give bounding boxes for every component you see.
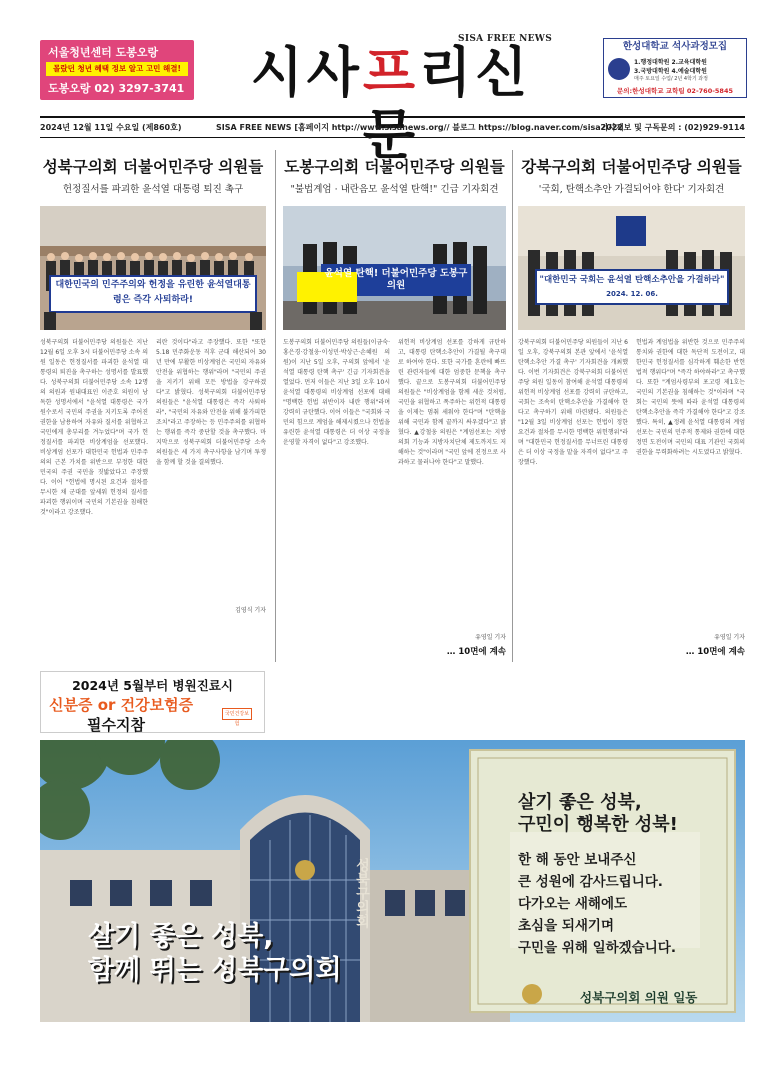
university-logo-icon	[608, 58, 630, 80]
hospital-ad-line-1: 2024년 5월부터 병원진료시	[72, 678, 233, 693]
article-2-byline: 유영일 기자	[475, 634, 506, 641]
article-3-banner-text: "대한민국 국회는 윤석열 탄핵소추안을 가결하라"	[539, 275, 725, 285]
council-signature: 성북구의회 의원 일동	[580, 990, 698, 1005]
council-chamber-photo	[40, 206, 266, 330]
hospital-id-ad[interactable]	[40, 671, 265, 733]
article-3-body-col-2: 헌법과 계엄법을 위반한 것으로 민주주의 통치와 권한에 대한 독단적 도전이고, 대한민국 헌정질서를 심각하게 훼손한 반헌법적 행위다"며 "즉각 하야하라"고 촉구했다. 또한 "계엄사령부의 포고령 제1호는 국민의 기본권을 침해하는 것"이라며 "국회는 국민의 뜻에 따라 윤석열 대통령의 탄핵소추안을 즉각 가결해야 한다"고 강조했다. 특히, ▲정례 윤석열 대통령의 계엄선포는 국민의 민주적 통제와 권한에 대한 정면 도전이며 국민의 대표 기관인 국회의 권한을 무력화하려는 시도였다고 밝혔다.	[636, 339, 745, 456]
article-3-banner-date: 2024. 12. 06.	[606, 290, 658, 298]
article-2-body-col-1: 도봉구의회 더불어민주당 의원들(이금숙·홍은경·강철웅·이성민·박상근·손혜원 의원)이 지난 5일 오후, 구의회 앞에서 '윤석열 대통령 탄핵 촉구' 긴급 기자회견을 열었다. 먼저 이들은 지난 3일 오후 10시 윤석열 대통령의 비상계엄 선포에 대해 "명백한 헌법 위반이자 내란 행위"라며 강력히 규탄했다. 이어 이들은 "국회와 국민의 힘으로 계엄을 해제시켰으나 헌법을 유린한 윤석열 대통령은 더 이상 국정을 운영할 자격이 없다"고 강조했다.	[283, 339, 390, 446]
insurance-stamp: 국민건강보험	[222, 708, 252, 720]
article-3-byline: 유영일 기자	[714, 634, 745, 641]
dateline-bar	[40, 116, 745, 138]
hospital-ad-line-2: 신분증 or 건강보험증	[49, 696, 194, 714]
article-2-subheadline: "불법계엄 · 내란음모 윤석열 탄핵!" 긴급 기자회견	[290, 184, 499, 195]
article-2-photo[interactable]	[283, 206, 506, 330]
building-sign: 성북구의회	[354, 858, 370, 928]
greeting-line-5: 구민을 위해 일하겠습니다.	[518, 940, 676, 956]
univ-ad-line-1: 1.행정대학원 2.교육대학원	[634, 59, 707, 66]
article-1-subheadline: 헌정질서를 파괴한 윤석열 대통령 퇴진 촉구	[62, 184, 244, 195]
univ-ad-line-2: 3.국방대학원 4.예술대학원	[634, 68, 707, 75]
article-1-body-col-1: 성북구의회 더불어민주당 의원들은 지난 12월 6일 오후 3시 더불어민주당 소속 의원 일동은 헌정질서를 파괴한 윤석열 대통령의 퇴진을 촉구하는 성명서를 발표했다. 성북구의회 더불어민주당 소속 12명의 의원과 원내대표인 이준호 의원이 낭독한 성명서에서 "윤석열 대통령은 국가 원수로서 국민의 주권을 지키도록 주어진 권한을 남용하여 자유와 질서를 위협하고 국민에게 총부리를 겨누었다"며 국가 헌정질서를 파괴한 비상계엄을 선포했다. 비상계엄 선포가 대한민국 헌법과 민주주의의 근본 가치를 위반으로 부정한 대한민국의 주권 국민을 짓밟았다고 주장했다. 이어 "헌법에 명시된 요건과 절차를 무시한 채 군대를 앞세워 헌정의 질서를 파괴한 행위이며 국민의 기본권을 침해한 것"이라고 강조했다.	[40, 339, 148, 516]
article-1-headline[interactable]: 성북구의회 더불어민주당 의원들	[42, 158, 264, 176]
subscription-contact: 기사제보 및 구독문의 : (02)929-9114	[600, 123, 745, 132]
seongbuk-council-greeting-ad[interactable]	[40, 740, 745, 1022]
article-2-banner-text: 윤석열 탄핵! 더불어민주당 도봉구의원	[324, 268, 468, 291]
article-1-byline: 김영식 기자	[235, 607, 266, 614]
masthead-english: SISA FREE NEWS	[458, 34, 552, 44]
article-3-body-col-1: 강북구의회 더불어민주당 의원들이 지난 6일 오후, 강북구의회 본관 앞에서 '윤석열 탄핵소추안 가결 촉구' 기자회견을 개최했다. 이번 기자회견은 강북구의회 더불어민주당 의원 일동이 참여해 윤석열 대통령의 위헌적 비상계엄 선포를 강력히 규탄하고, 국회는 조속히 탄핵소추안을 가결해야 한다고 촉구하기 위해 마련됐다. 의원들은 "12월 3일 비상계엄 선포는 헌법이 정한 요건과 절차를 무시한 명백한 위헌행위"라며 "대한민국 헌정질서를 무너뜨린 대통령은 더 이상 국정을 맡을 자격이 없다"고 주장했다.	[518, 339, 628, 466]
slogan-line-1: 살기 좋은 성북,	[518, 792, 642, 813]
greeting-line-1: 한 해 동안 보내주신	[518, 852, 637, 868]
univ-ad-contact: 문의:한성대학교 교학팀 02-760-5845	[616, 87, 733, 95]
youth-ad-title: 서울청년센터 도봉오랑	[48, 46, 159, 59]
website-links[interactable]: SISA FREE NEWS [홈페이지 http://www.sisanews.org// 블로그 https://blog.naver.com/sisa2022	[216, 123, 623, 132]
masthead-korean	[226, 42, 556, 166]
masthead-part-3: 리신문	[362, 41, 532, 166]
greeting-line-2: 큰 성원에 감사드립니다.	[518, 874, 663, 890]
youth-center-ad[interactable]	[40, 40, 194, 100]
main-slogan-line-1: 살기 좋은 성북,	[88, 921, 274, 952]
issue-date: 2024년 12월 11일 수요일 (제860호)	[40, 123, 182, 132]
article-3-continued-link[interactable]: … 10면에 계속	[685, 647, 745, 657]
article-3-subheadline: '국회, 탄핵소추안 가결되어야 한다' 기자회견	[538, 184, 725, 195]
article-3-photo[interactable]	[518, 206, 745, 330]
article-2-body-col-2: 위헌적 비상계엄 선포를 강하게 규탄하고, 대통령 탄핵소추안이 가결될 촉구대로 하여야 한다. 또한 국가를 혼란에 빠뜨린 관련자들에 대한 엄중한 문책을 촉구했다. 끝으로 도봉구의회 더불어민주당 의원들은 "비상계엄을 함께 세운 것처럼, 국민을 위협하고 폭주하는 위헌적 대통령을 이제는 멈춰 세워야 한다"며 "탄핵을 위해 국민과 함께 끝까지 싸우겠다"고 밝혔다. ▲강철웅 의원은 "계엄선포는 지방의회 기능과 지방자치단체 제도까지도 저해하는 것"이라며 "국민 앞에 진정으로 사과하고 물러나야 한다"고 말했다.	[398, 339, 506, 466]
greeting-line-4: 초심을 되새기며	[518, 918, 614, 934]
youth-ad-slogan: 몰랐던 청년 혜택 정보 알고 고민 해결!	[46, 62, 188, 76]
article-3-headline[interactable]: 강북구의회 더불어민주당 의원들	[521, 158, 742, 176]
column-divider	[275, 150, 276, 662]
univ-ad-line-3: 매주 토요일 수업/ 2년 4학기 과정	[634, 76, 708, 82]
article-2-continued-link[interactable]: … 10면에 계속	[446, 647, 506, 657]
council-lobby-photo	[518, 206, 745, 330]
hansung-university-ad[interactable]	[603, 38, 747, 98]
masthead-part-2: 프	[362, 41, 420, 104]
main-slogan-line-2: 함께 뛰는 성북구의회	[88, 955, 342, 986]
article-1-banner-text: 대한민국의 민주주의와 헌정을 유린한 윤석열대통령은 즉각 사퇴하라!	[55, 280, 251, 305]
article-1-photo[interactable]	[40, 206, 266, 330]
article-1-body-col-2: 리란 것이다"라고 주장했다. 또한 "또한 5.18 민주화운동 직후 군대 해산되어 30년 만에 부활한 비상계엄은 국민의 자유와 안전을 위협하는 행위"라며 "국민의 주권을 지키기 위해 모든 방법을 강구하겠다"고 밝혔다. 성북구의회 더불어민주당 의원들은 "윤석열 대통령은 즉각 사퇴하라", "국민의 자유와 안전을 위해 불가피한 조치"라고 주장하는 등 민주주의를 위협하는 행위를 즉각 중단할 것을 촉구했다. 마지막으로 성북구의회 더불어민주당 소속 의원들은 세 가지 촉구사항을 남기며 투쟁을 함께 할 것을 결의했다.	[156, 339, 266, 466]
masthead-part-1: 시사	[250, 41, 363, 104]
univ-ad-title: 한성대학교 석사과정모집	[622, 41, 728, 52]
article-2-headline[interactable]: 도봉구의회 더불어민주당 의원들	[284, 158, 505, 176]
slogan-line-2: 구민이 행복한 성북!	[518, 814, 678, 835]
greeting-line-3: 다가오는 새해에도	[518, 896, 628, 912]
column-divider	[512, 150, 513, 662]
hospital-ad-line-3: 필수지참	[87, 716, 145, 734]
youth-ad-phone: 도봉오랑 02) 3297-3741	[48, 82, 185, 95]
